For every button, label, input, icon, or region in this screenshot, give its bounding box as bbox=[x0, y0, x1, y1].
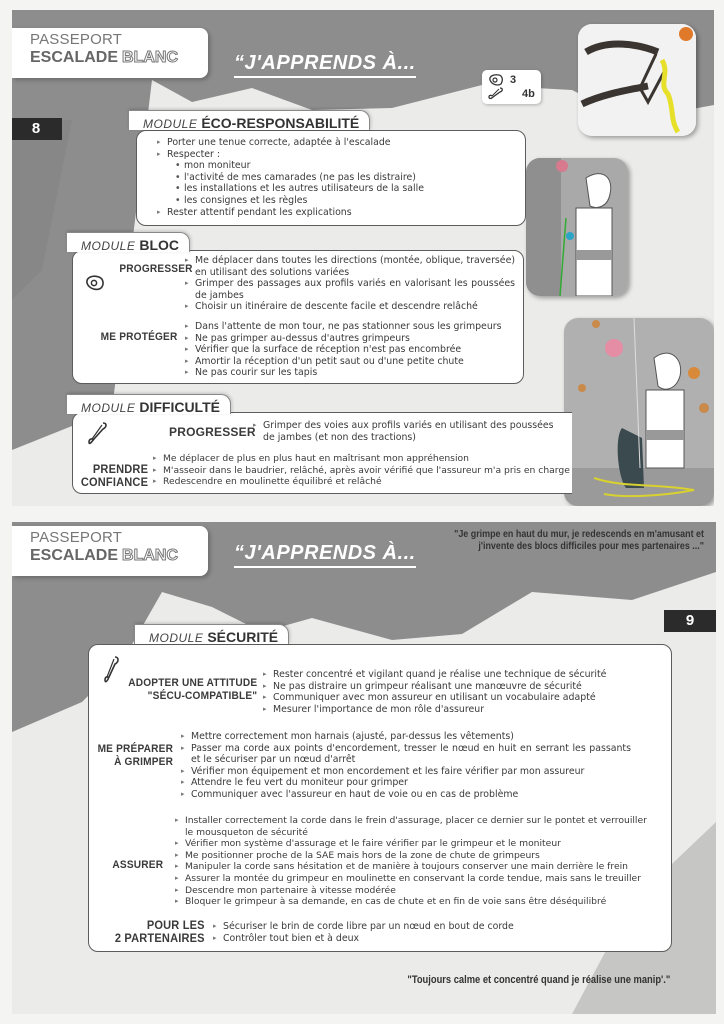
list-item: ▸ Ne pas distraire un grimpeur réalisant une manœuvre de sécurité bbox=[263, 681, 663, 693]
climbing-hold-icon bbox=[488, 74, 504, 86]
list-item: ▸ Porter une tenue correcte, adaptée à l'escalade bbox=[157, 137, 517, 149]
page-number: 8 bbox=[12, 118, 62, 140]
label-line: "SÉCU-COMPATIBLE" bbox=[147, 690, 257, 702]
escalade-level-title bbox=[30, 546, 208, 566]
list-item: ▸ Manipuler la corde sans hésitation et de manière à toujours conserver une main derrière le frein bbox=[175, 861, 655, 873]
module-bloc-tab bbox=[66, 232, 190, 252]
sub-list-item: • l'activité de mes camarades (ne pas les distraire) bbox=[175, 172, 517, 184]
list-item: ▸ Bloquer le grimpeur à sa demande, en cas de chute et en fin de voie sans être déséquilibré bbox=[175, 896, 655, 908]
section-label-assurer: ASSURER bbox=[112, 859, 163, 871]
list-item: ▸ Ne pas courir sur les tapis bbox=[185, 367, 520, 379]
escalade-label: ESCALADE bbox=[30, 49, 119, 66]
section-label-progresser: PROGRESSER bbox=[169, 425, 256, 439]
label-line: ME PRÉPARER bbox=[97, 743, 173, 755]
eco-list bbox=[157, 137, 517, 218]
list-item: ▸ Amortir la réception d'un petit saut ou d'une petite chute bbox=[185, 356, 520, 368]
page-9 bbox=[12, 522, 716, 1014]
list-item: ▸ Redescendre en moulinette équilibré et relâché bbox=[153, 476, 573, 488]
pour-les-partenaires-list bbox=[213, 921, 613, 944]
module-prefix: MODULE bbox=[81, 239, 136, 253]
page-8 bbox=[12, 10, 714, 506]
module-title: SÉCURITÉ bbox=[207, 629, 279, 645]
attitude-list bbox=[263, 669, 663, 715]
passport-label: PASSEPORT bbox=[30, 31, 123, 48]
photo-climber-belay bbox=[564, 318, 714, 506]
module-difficulte-tab bbox=[66, 394, 231, 414]
list-item: ▸ Installer correctement la corde dans le frein d'assurage, placer ce dernier sur le pontet et verrouiller le mousqueton de sécurité bbox=[175, 815, 655, 838]
escalade-label: ESCALADE bbox=[30, 547, 119, 564]
voie-level-value: 4b bbox=[522, 88, 535, 100]
list-item: ▸ Me déplacer dans toutes les directions (montée, oblique, traversée) en utilisant des solutions variées bbox=[185, 255, 515, 278]
list-item: ▸ M'asseoir dans le baudrier, relâché, après avoir vérifié que l'assureur m'a pris en charge bbox=[153, 465, 573, 477]
list-item: ▸ Dans l'attente de mon tour, ne pas stationner sous les grimpeurs bbox=[185, 321, 520, 333]
list-item: ▸ Vérifier mon équipement et mon encordement et les faire vérifier par mon assureur bbox=[181, 766, 631, 778]
difficulte-prendre-confiance-list bbox=[153, 453, 573, 488]
list-item: ▸ Vérifier que la surface de réception n'est pas encombrée bbox=[185, 344, 520, 356]
quickdraw-icon bbox=[488, 87, 504, 101]
label-line: À GRIMPER bbox=[113, 756, 173, 768]
level-badge-bloc bbox=[488, 73, 535, 87]
section-label-me-proteger: ME PROTÉGER bbox=[100, 331, 177, 343]
label-line: 2 PARTENAIRES bbox=[115, 931, 205, 945]
assurer-list bbox=[175, 815, 655, 908]
section-label-prendre-confiance bbox=[81, 463, 148, 489]
list-item: ▸ Grimper des passages aux profils variés en valorisant les poussées de jambes bbox=[185, 278, 515, 301]
passport-title-card bbox=[12, 526, 208, 576]
photo-climber-top bbox=[526, 158, 628, 296]
list-item: ▸ Me positionner proche de la SAE mais hors de la zone de chute de grimpeurs bbox=[175, 850, 655, 862]
list-item: ▸ Descendre mon partenaire à vitesse modérée bbox=[175, 885, 655, 897]
list-item: ▸ Assurer la montée du grimpeur en moulinette en conservant la corde tendue, mais sans le treuiller bbox=[175, 873, 655, 885]
module-securite bbox=[88, 644, 672, 952]
list-item: ▸ Grimper des voies aux profils variés en utilisant des poussées de jambes (et non des tractions) bbox=[253, 420, 563, 443]
label-line: PRENDRE bbox=[92, 462, 148, 476]
page-heading: “J'APPRENDS À... bbox=[234, 52, 416, 78]
level-badge-voie bbox=[488, 87, 535, 101]
passport-title-card bbox=[12, 28, 208, 78]
list-item: ▸ Ne pas grimper au-dessus d'autres grimpeurs bbox=[185, 333, 520, 345]
label-line: ADOPTER UNE ATTITUDE bbox=[127, 677, 257, 689]
list-item: ▸ Mesurer l'importance de mon rôle d'assureur bbox=[263, 704, 663, 716]
quote-line: j'invente des blocs difficiles pour mes partenaires ..." bbox=[478, 540, 704, 552]
list-item: ▸ Rester concentré et vigilant quand je réalise une technique de sécurité bbox=[263, 669, 663, 681]
module-securite-tab bbox=[134, 624, 289, 644]
list-item: ▸ Communiquer avec mon assureur en utilisant un vocabulaire adapté bbox=[263, 692, 663, 704]
label-line: POUR LES bbox=[147, 918, 205, 932]
sub-list-item: • les installations et les autres utilisateurs de la salle bbox=[175, 183, 517, 195]
list-item: ▸ Passer ma corde aux points d'encordement, tresser le nœud en huit en serrant les passants et le sécuriser par un nœud d'arrêt bbox=[181, 743, 631, 766]
label-line: CONFIANCE bbox=[80, 475, 148, 489]
list-item: ▸ Choisir un itinéraire de descente facile et descendre relâché bbox=[185, 301, 515, 313]
list-item: ▸ Mettre correctement mon harnais (ajusté, par-dessus les vêtements) bbox=[181, 731, 631, 743]
passport-label: PASSEPORT bbox=[30, 529, 123, 546]
bloc-progresser-list bbox=[185, 255, 515, 313]
module-eco-responsabilite bbox=[136, 130, 526, 226]
section-label-pour-les-partenaires bbox=[115, 919, 205, 945]
list-item-text: Respecter : bbox=[167, 148, 221, 160]
top-quote bbox=[454, 528, 704, 552]
quote-line: "Je grimpe en haut du mur, je redescends en m'amusant et bbox=[454, 528, 704, 540]
module-eco-tab bbox=[128, 110, 370, 130]
module-bloc bbox=[72, 250, 524, 384]
module-title: BLOC bbox=[139, 237, 180, 253]
sub-list-item: • les consignes et les règles bbox=[175, 195, 517, 207]
page-heading: “J'APPRENDS À... bbox=[234, 542, 416, 568]
list-item: ▸ Me déplacer de plus en plus haut en maîtrisant mon appréhension bbox=[153, 453, 573, 465]
module-prefix: MODULE bbox=[143, 117, 198, 131]
level-badge bbox=[482, 70, 541, 104]
page-number: 9 bbox=[664, 610, 716, 632]
level-blanc-label: BLANC bbox=[122, 547, 179, 564]
list-item: ▸ Communiquer avec l'assureur en haut de voie ou en cas de problème bbox=[181, 789, 631, 801]
module-prefix: MODULE bbox=[81, 401, 136, 415]
bottom-quote: "Toujours calme et concentré quand je réalise une manip'." bbox=[407, 974, 670, 986]
quickdraw-icon bbox=[103, 655, 121, 685]
me-preparer-list bbox=[181, 731, 631, 801]
respect-sublist bbox=[167, 160, 517, 206]
list-item: ▸ Vérifier mon système d'assurage et le faire vérifier par le grimpeur et le moniteur bbox=[175, 838, 655, 850]
module-difficulte bbox=[72, 412, 572, 494]
section-label-attitude bbox=[128, 677, 257, 703]
sub-list-item: • mon moniteur bbox=[175, 160, 517, 172]
quickdraw-icon bbox=[87, 421, 109, 447]
bloc-level-value: 3 bbox=[510, 74, 517, 86]
list-item: ▸ Attendre le feu vert du moniteur pour grimper bbox=[181, 777, 631, 789]
climbing-hold-icon bbox=[85, 275, 105, 291]
level-blanc-label: BLANC bbox=[122, 49, 179, 66]
section-label-progresser: PROGRESSER bbox=[119, 263, 193, 275]
list-item: ▸ Contrôler tout bien et à deux bbox=[213, 933, 613, 945]
bloc-me-proteger-list bbox=[185, 321, 520, 379]
escalade-level-title bbox=[30, 48, 208, 68]
module-title: ÉCO-RESPONSABILITÉ bbox=[201, 115, 360, 131]
list-item: ▸ Rester attentif pendant les explications bbox=[157, 207, 517, 219]
module-prefix: MODULE bbox=[149, 631, 204, 645]
list-item bbox=[157, 149, 517, 207]
section-label-me-preparer bbox=[97, 743, 173, 769]
photo-harness-knot bbox=[578, 24, 696, 136]
difficulte-progresser-list bbox=[253, 420, 563, 443]
list-item: ▸ Sécuriser le brin de corde libre par un nœud en bout de corde bbox=[213, 921, 613, 933]
module-title: DIFFICULTÉ bbox=[139, 399, 220, 415]
